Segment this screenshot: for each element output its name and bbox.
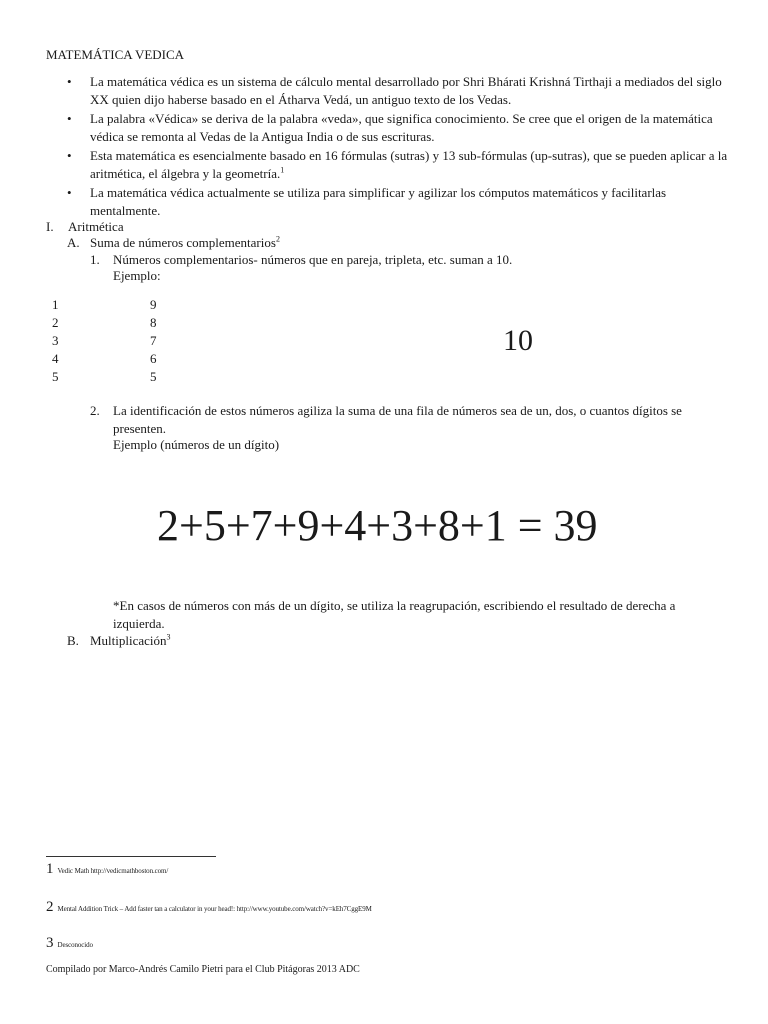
footnote-3: 3 Desconocido [46, 935, 93, 951]
item-marker: 2. [90, 403, 100, 418]
subsection-heading: Suma de números complementarios$^2$ [90, 234, 280, 250]
item-text: Números complementarios- números que en pareja, tripleta, etc. suman a 10. [113, 252, 513, 267]
list-item: 1 [52, 297, 59, 312]
subsection-heading: Multiplicación$^3$ [90, 632, 171, 648]
document-title: MATEMÁTICA VEDICA [46, 47, 185, 62]
footnote-1: 1 Vedic Math http://vedicmathboston.com/ [46, 861, 169, 877]
list-item: 8 [150, 315, 157, 330]
subsection-marker: B. [67, 633, 79, 648]
item-text: La identificación de estos números agiliza la suma de una fila de números sea de un, dos, o cuantos dígitos se presenten. [113, 403, 682, 436]
bullet-icon: • [67, 74, 72, 89]
bullet-icon: • [67, 185, 72, 200]
list-item: 5 [52, 369, 59, 384]
list-item: 5 [150, 369, 157, 384]
footnote-divider [46, 856, 216, 857]
list-item: • Esta matemática es esencialmente basado en 16 fórmulas (sutras) y 13 sub-fórmulas (up-sutras), que se pueden aplicar a la aritmética, el álgebra y la geometría.$^1$ [67, 148, 728, 181]
footnote-2: 2 Mental Addition Trick – Add faster tan a calculator in your head!: http://www.youtube.com/watch?v=kEh7CggE9M [46, 899, 372, 915]
list-item: • La matemática védica es un sistema de cálculo mental desarrollado por Shri Bhárati Krishná Tirthaji a mediados del siglo XX quien dijo haberse basado en el Átharva Vedá, un antiguo texto de los Vedas. [67, 74, 722, 107]
list-item: 7 [150, 333, 157, 348]
list-item: 2 [52, 315, 59, 330]
footnote-link[interactable]: Vedic Math http://vedicmathboston.com/ [57, 867, 169, 875]
sum-equation: 2+5+7+9+4+3+8+1 = 39 [157, 501, 598, 550]
compiled-by-credit: Compilado por Marco-Andrés Camilo Pietri para el Club Pitágoras 2013 ADC [46, 964, 360, 975]
list-item: 9 [150, 297, 157, 312]
pairs-left-column [52, 296, 59, 386]
footnote-ref: 1 [280, 165, 285, 175]
bullet-icon: • [67, 148, 72, 163]
section-heading: Aritmética [68, 219, 124, 234]
section-marker: I. [46, 219, 54, 234]
list-item: • La palabra «Védica» se deriva de la palabra «veda», que significa conocimiento. Se cree que el origen de la matemática védica se remonta al Vedas de la Antigua India o de sus escrituras. [67, 111, 713, 144]
pairs-sum: 10 [503, 324, 533, 357]
intro-bullet-list [67, 73, 730, 221]
footnote-ref: 3 [166, 632, 171, 642]
footnote-link[interactable]: Mental Addition Trick – Add faster tan a calculator in your head!: http://www.youtube.com/watch?v=kEh7CggE9M [57, 905, 372, 913]
list-item: 3 [52, 333, 59, 348]
footnote-ref: 2 [275, 234, 280, 244]
subsection-marker: A. [67, 235, 80, 250]
pairs-right-column [150, 296, 157, 386]
regrouping-note: *En casos de números con más de un dígito, se utiliza la reagrupación, escribiendo el resultado de derecha a izquierda. [113, 598, 676, 631]
item-marker: 1. [90, 252, 100, 267]
list-item: 4 [52, 351, 59, 366]
list-item: 6 [150, 351, 157, 366]
example-label: Ejemplo (números de un dígito) [113, 437, 280, 452]
example-label: Ejemplo: [113, 268, 161, 283]
bullet-icon: • [67, 111, 72, 126]
list-item: • La matemática védica actualmente se utiliza para simplificar y agilizar los cómputos matemáticos y facilitarlas mentalmente. [67, 185, 667, 218]
